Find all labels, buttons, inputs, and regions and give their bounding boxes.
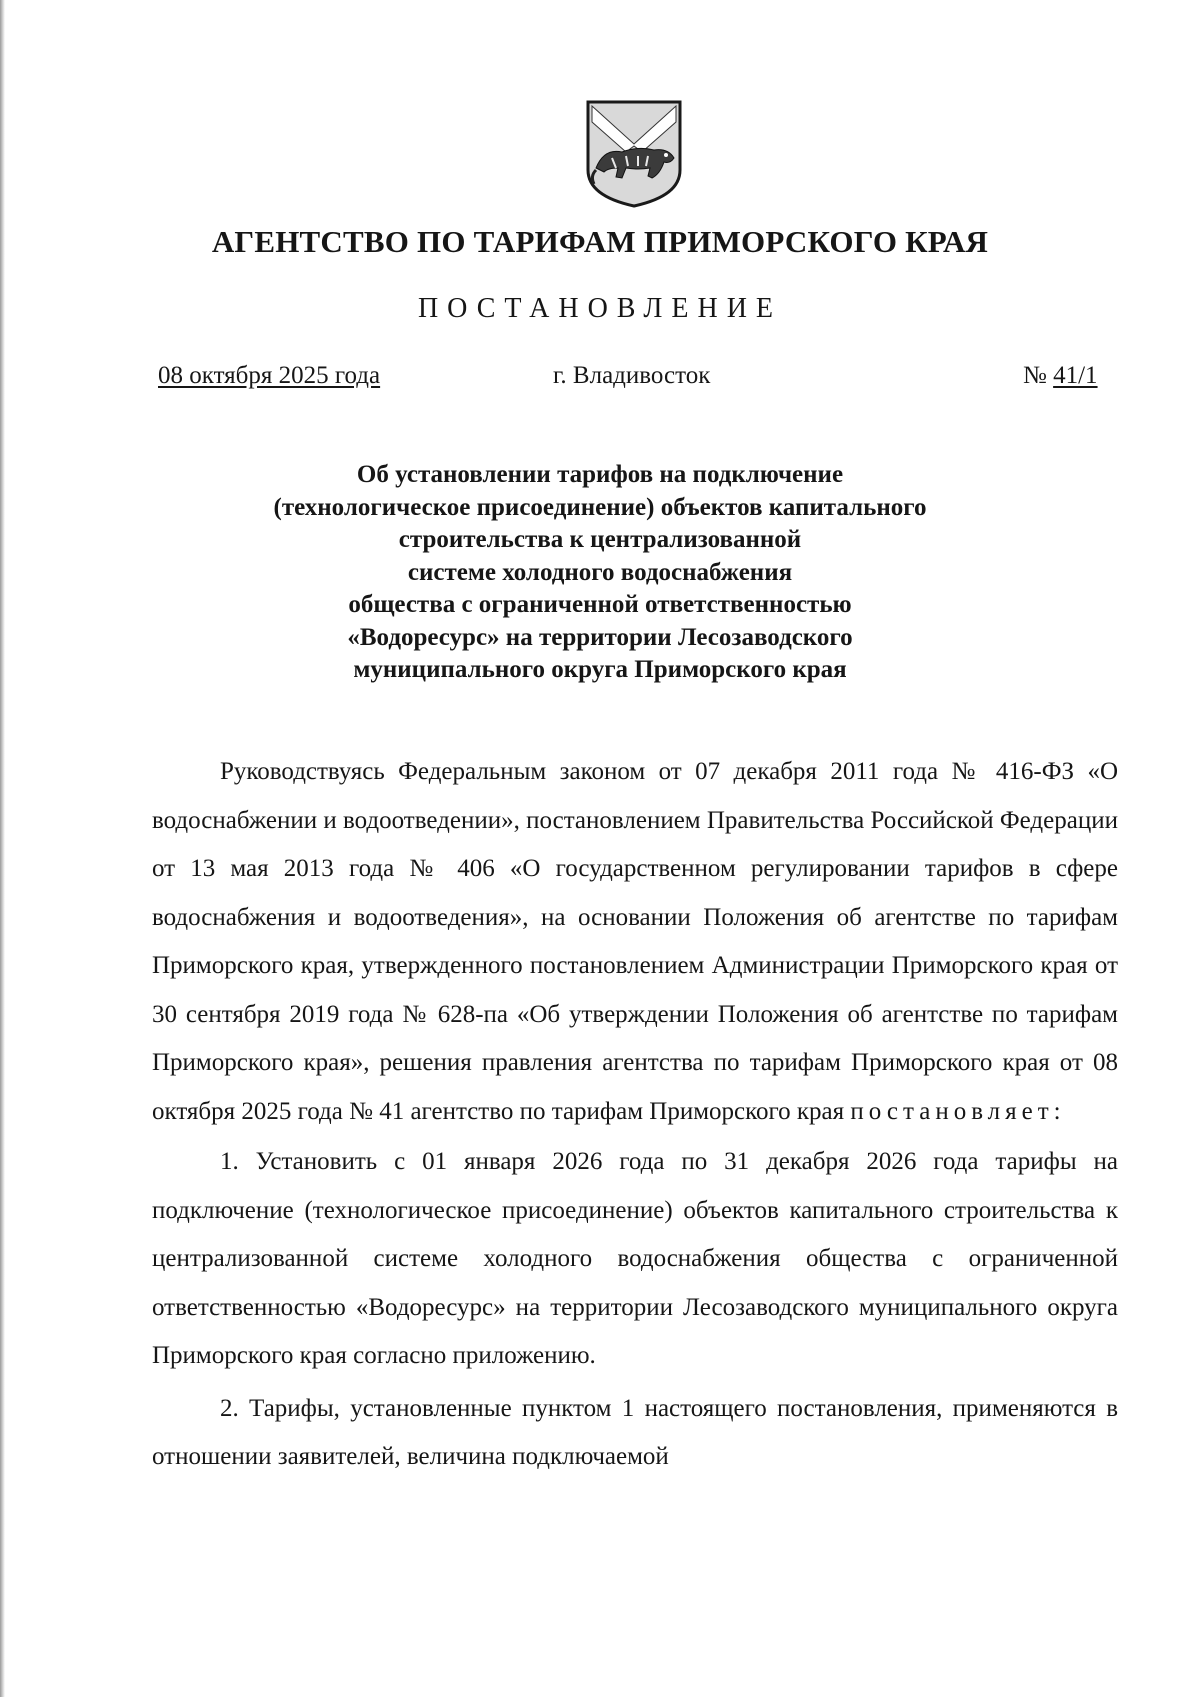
preamble-paragraph: Руководствуясь Федеральным законом от 07 декабря 2011 года № 416-ФЗ «О водоснабжении и водоотведении», постановлением Правительства Российской Федерации от 13 мая 2013 года № 406 «О государственном регулировании тарифов в сфере водоснабжения и водоотведения», на основании Положения об агентстве по тарифам Приморского края, утвержденного постановлением Администрации Приморского края от 30 сентября 2019 года № 628-па «Об утверждении Положения об агентстве по тарифам Приморского края», решения правления агентства по тарифам Приморского края от 08 октября 2025 года № 41 агентство по тарифам Приморского края постановляет: — [152, 758, 1118, 1125]
coat-of-arms-emblem — [582, 98, 686, 210]
subject-line: системе холодного водоснабжения — [407, 558, 793, 586]
document-subject — [180, 459, 1020, 687]
document-city: г. Владивосток — [553, 362, 711, 389]
document-number — [1023, 362, 1098, 390]
document-type-heading: ПОСТАНОВЛЕНИЕ — [417, 293, 783, 324]
number-value: 41/1 — [1053, 362, 1098, 389]
subject-line: общества с ограниченной ответственностью — [348, 591, 852, 618]
preamble-text: Руководствуясь Федеральным законом от 07 декабря 2011 года № 416-ФЗ «О водоснабжении и водоотведении», постановлением Правительства Российской Федерации от 13 мая 2013 года № 406 «О государственном регулировании тарифов в сфере водоснабжения и водоотведения», на основании Положения об агентстве по тарифам Приморского края, утвержденного постановлением Администрации Приморского края от 30 сентября 2019 года № 628-па «Об утверждении Положения об агентстве по тарифам Приморского края», решения правления агентства по тарифам Приморского края от 08 октября 2025 года № 41 агентство по тарифам Приморского края — [152, 758, 1118, 1125]
item-2-paragraph: 2. Тарифы, установленные пунктом 1 настоящего постановления, применяются в отношении заявителей, величина подключаемой — [152, 1394, 1118, 1470]
number-sign: № — [1023, 362, 1047, 389]
document-body — [152, 748, 1118, 1482]
document-date: 08 октября 2025 года — [158, 362, 381, 389]
subject-line: (технологическое присоединение) объектов капитального — [273, 493, 927, 521]
agency-title: АГЕНТСТВО ПО ТАРИФАМ ПРИМОРСКОГО КРАЯ — [211, 224, 989, 259]
resolves-word: постановляет — [850, 1097, 1054, 1125]
subject-line: строительства к централизованной — [398, 526, 802, 553]
subject-line: муниципального округа Приморского края — [353, 656, 847, 683]
item-1-paragraph: 1. Установить с 01 января 2026 года по 31 декабря 2026 года тарифы на подключение (технологическое присоединение) объектов капитального строительства к централизованной системе холодного водоснабжения общества с ограниченной ответственностью «Водоресурс» на территории Лесозаводского муниципального округа Приморского края согласно приложению. — [152, 1148, 1118, 1369]
subject-line: «Водоресурс» на территории Лесозаводского — [347, 623, 853, 651]
subject-line: Об установлении тарифов на подключение — [356, 461, 844, 488]
